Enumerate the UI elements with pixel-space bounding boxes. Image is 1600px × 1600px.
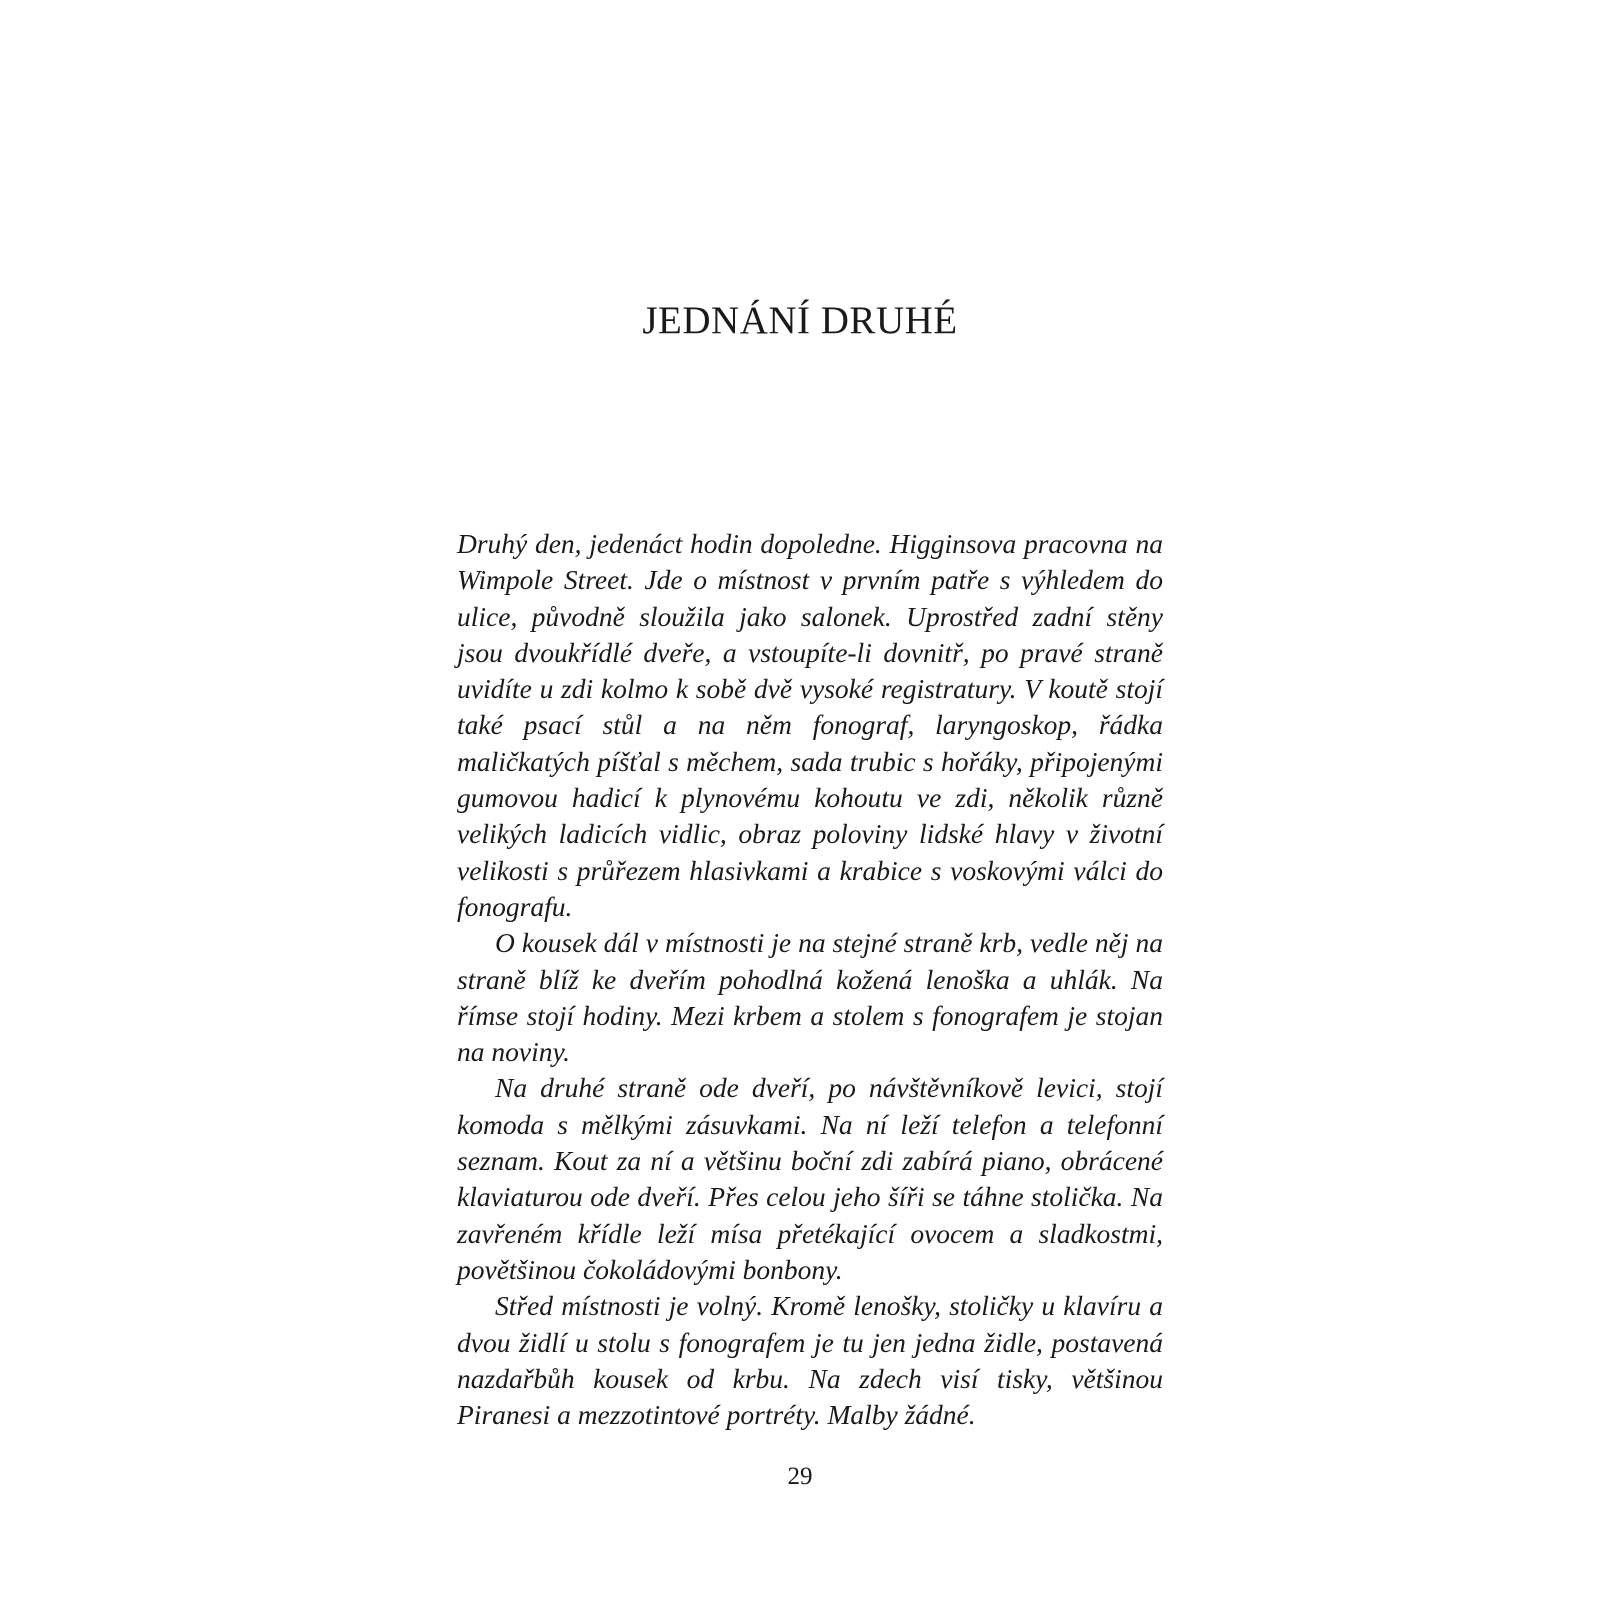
page-number: 29 — [787, 1463, 813, 1490]
paragraph-1: Druhý den, jedenáct hodin dopoledne. Higginsova pracovna na Wimpole Street. Jde o místnost v prvním patře s výhledem do ulice, původně sloužila jako salonek. Uprostřed zadní stěny jsou dvoukřídlé dveře, a vstoupíte-li dovnitř, po pravé straně uvidíte u zdi kolmo k sobě dvě vysoké registratury. V koutě stojí také psací stůl a na něm fonograf, laryngoskop, řádka maličkatých píšťal s měchem, sada trubic s hořáky, připojenými gumovou hadicí k plynovému kohoutu ve zdi, několik různě velikých ladicích vidlic, obraz poloviny lidské hlavy v životní velikosti s průřezem hlasivkami a krabice s voskovými válci do fonografu. — [457, 528, 1163, 922]
paragraph-3: Na druhé straně ode dveří, po návštěvníkově levici, stojí komoda s mělkými zásuvkami. Na ní leží telefon a telefonní seznam. Kout za ní a většinu boční zdi zabírá piano, obrácené klaviaturou ode dveří. Přes celou jeho šíři se táhne stolička. Na zavřeném křídle leží mísa přetékající ovocem a sladkostmi, povětšinou čokoládovými bonbony. — [457, 1072, 1163, 1285]
chapter-title: JEDNÁNÍ DRUHÉ — [642, 299, 958, 342]
stage-directions — [457, 526, 1163, 1433]
paragraph-4: Střed místnosti je volný. Kromě lenošky, stoličky u klavíru a dvou židlí u stolu s fonografem je tu jen jedna židle, postavená nazdařbůh kousek od krbu. Na zdech visí tisky, většinou Piranesi a mezzotintové portréty. Malby žádné. — [457, 1290, 1163, 1431]
paragraph-2: O kousek dál v místnosti je na stejné straně krb, vedle něj na straně blíž ke dveřím pohodlná kožená lenoška a uhlák. Na římse stojí hodiny. Mezi krbem a stolem s fonografem je stojan na noviny. — [457, 927, 1163, 1068]
